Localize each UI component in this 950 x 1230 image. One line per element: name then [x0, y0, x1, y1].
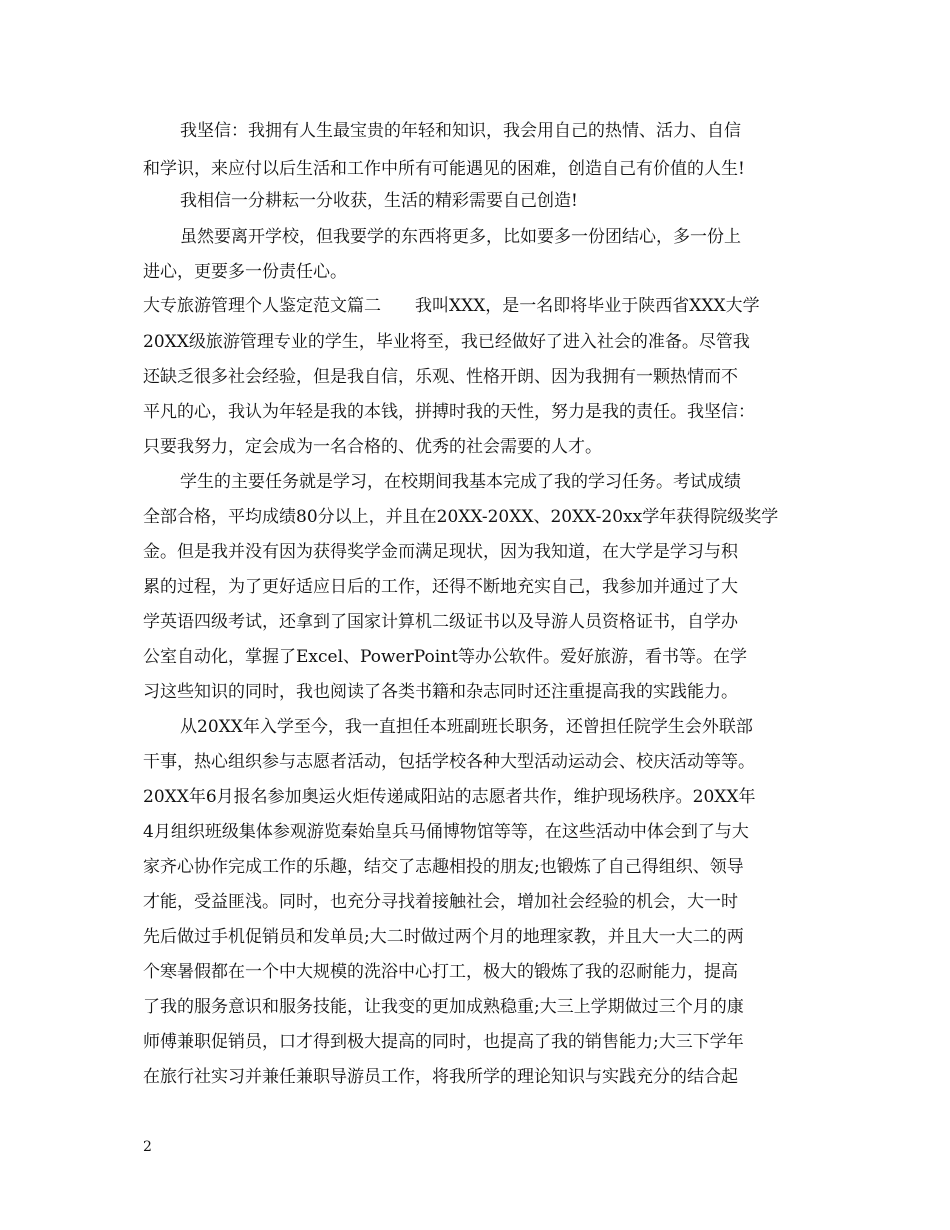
text-line: 家齐心协作完成工作的乐趣，结交了志趣相投的朋友;也锻炼了自己得组织、领导	[143, 857, 744, 877]
text-line: 从20XX年入学至今，我一直担任本班副班长职务，还曾担任院学生会外联部	[180, 717, 753, 737]
text-line: 和学识，来应付以后生活和工作中所有可能遇见的困难，创造自己有价值的人生!	[143, 159, 745, 179]
text-line: 还缺乏很多社会经验，但是我自信，乐观、性格开朗、因为我拥有一颗热情而不	[143, 367, 738, 387]
text-line: 才能，受益匪浅。同时，也充分寻找着接触社会，增加社会经验的机会，大一时	[143, 892, 738, 912]
text-line: 4月组织班级集体参观游览秦始皇兵马俑博物馆等等，在这些活动中体会到了与大	[143, 822, 749, 842]
text-line: 大专旅游管理个人鉴定范文篇二 我叫XXX，是一名即将毕业于陕西省XXX大学	[143, 296, 760, 316]
text-line: 全部合格，平均成绩80分以上，并且在20XX-20XX、20XX-20xx学年获得院级奖学	[143, 507, 779, 527]
text-line: 平凡的心，我认为年轻是我的本钱，拼搏时我的天性，努力是我的责任。我坚信：	[143, 402, 755, 422]
text-line: 了我的服务意识和服务技能，让我变的更加成熟稳重;大三上学期做过三个月的康	[143, 997, 744, 1017]
text-line: 在旅行社实习并兼任兼职导游员工作，将我所学的理论知识与实践充分的结合起	[143, 1067, 738, 1087]
text-line: 干事，热心组织参与志愿者活动，包括学校各种大型活动运动会、校庆活动等等。	[143, 752, 755, 772]
text-line: 累的过程，为了更好适应日后的工作，还得不断地充实自己，我参加并通过了大	[143, 577, 738, 597]
text-line: 虽然要离开学校，但我要学的东西将更多，比如要多一份团结心，多一份上	[180, 227, 741, 247]
text-line: 个寒暑假都在一个中大规模的洗浴中心打工，极大的锻炼了我的忍耐能力，提高	[143, 962, 738, 982]
page-number: 2	[143, 1139, 152, 1155]
text-line: 我坚信：我拥有人生最宝贵的年轻和知识，我会用自己的热情、活力、自信	[180, 121, 741, 141]
text-line: 先后做过手机促销员和发单员;大二时做过两个月的地理家教，并且大一大二的两	[143, 927, 744, 947]
text-line: 学英语四级考试，还拿到了国家计算机二级证书以及导游人员资格证书，自学办	[143, 612, 738, 632]
text-line: 学生的主要任务就是学习，在校期间我基本完成了我的学习任务。考试成绩	[180, 472, 741, 492]
text-line: 习这些知识的同时，我也阅读了各类书籍和杂志同时还注重提高我的实践能力。	[143, 682, 738, 702]
text-line: 只要我努力，定会成为一名合格的、优秀的社会需要的人才。	[143, 437, 602, 457]
text-line: 我相信一分耕耘一分收获，生活的精彩需要自己创造!	[180, 191, 578, 211]
text-line: 20XX级旅游管理专业的学生，毕业将至，我已经做好了进入社会的准备。尽管我	[143, 332, 750, 352]
text-line: 公室自动化，掌握了Excel、PowerPoint等办公软件。爱好旅游，看书等。在学	[143, 647, 747, 667]
text-line: 金。但是我并没有因为获得奖学金而满足现状，因为我知道，在大学是学习与积	[143, 542, 738, 562]
text-line: 进心，更要多一份责任心。	[143, 262, 347, 282]
text-line: 师傅兼职促销员，口才得到极大提高的同时，也提高了我的销售能力;大三下学年	[143, 1032, 744, 1052]
text-line: 20XX年6月报名参加奥运火炬传递咸阳站的志愿者共作，维护现场秩序。20XX年	[143, 787, 756, 807]
